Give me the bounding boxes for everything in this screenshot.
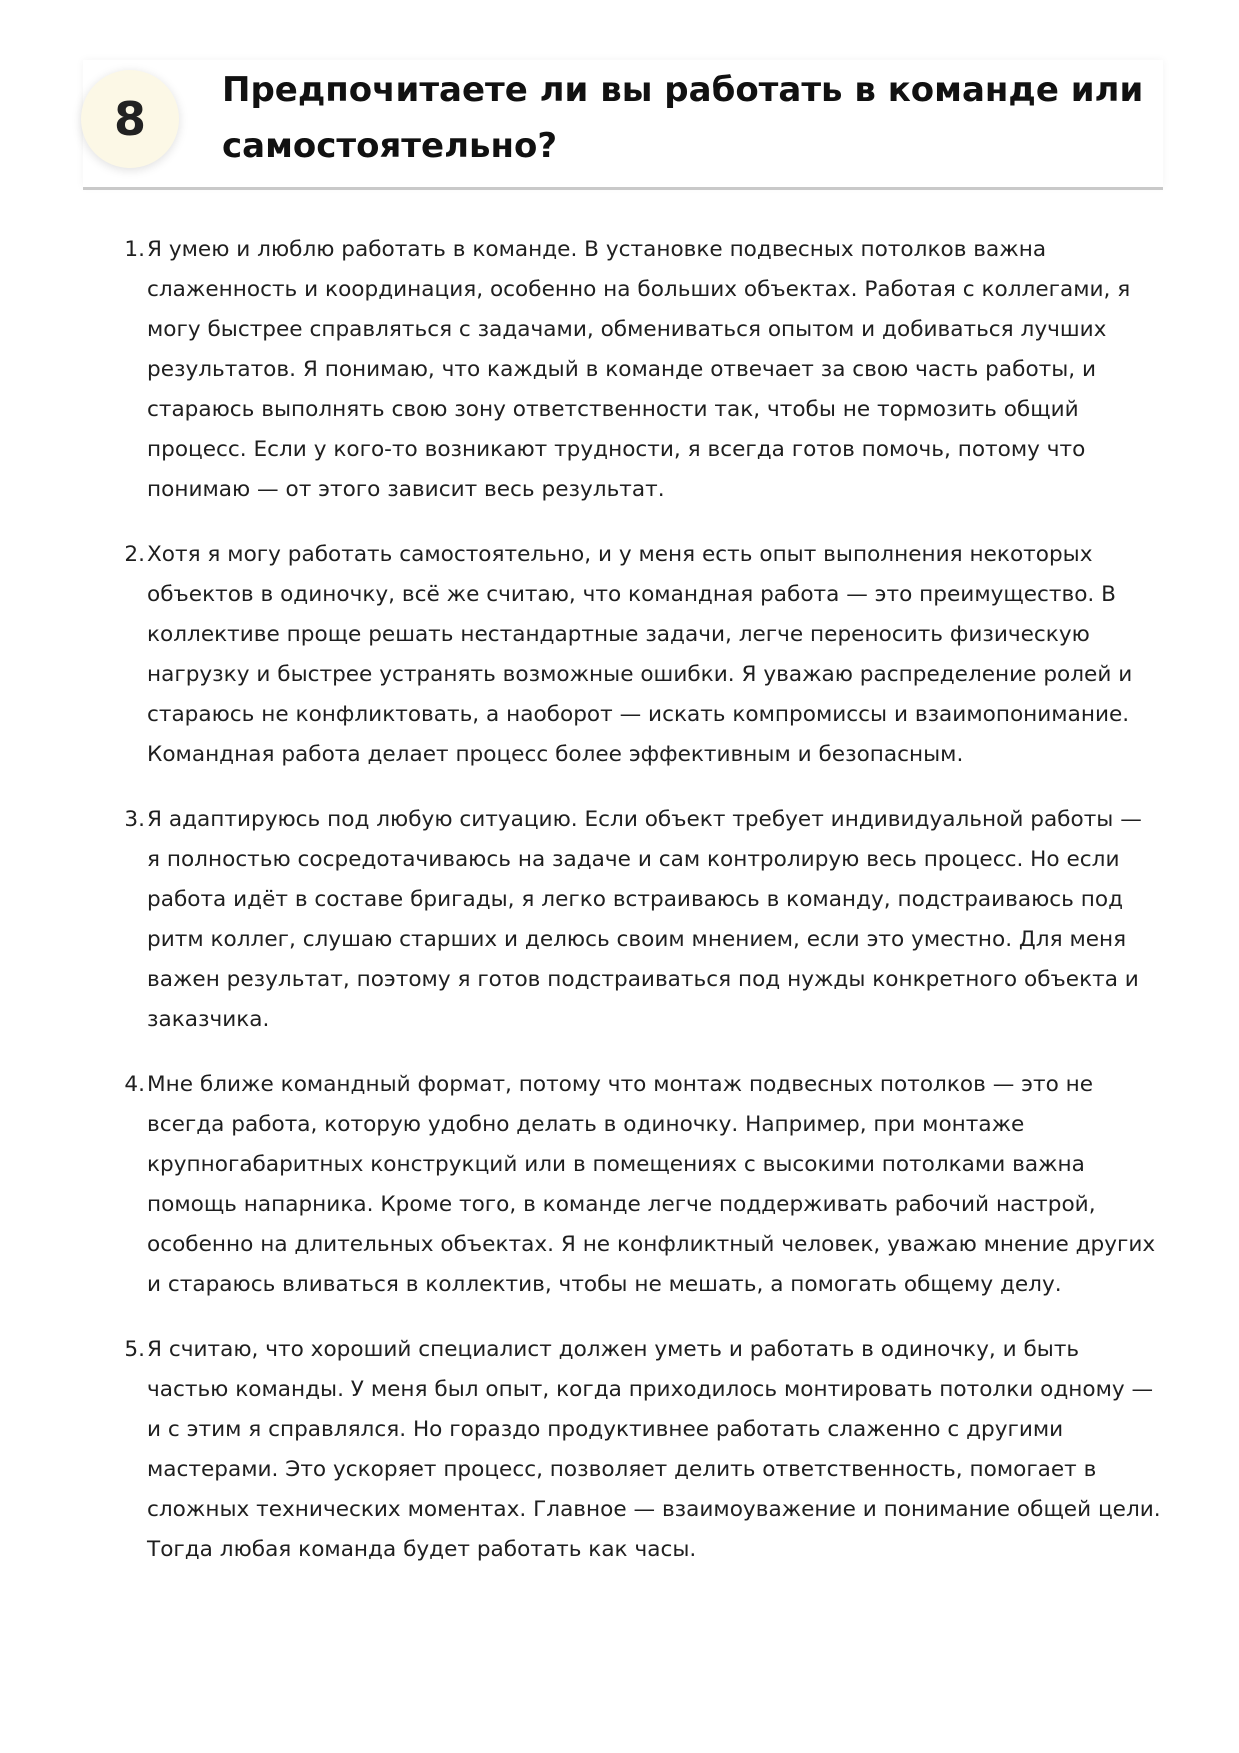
- answer-number: 1.: [124, 237, 145, 262]
- answer-text: Я считаю, что хороший специалист должен уметь и работать в одиночку, и быть частью команды. У меня был опыт, когда приходилось монтировать потолки одному — и с этим я справлялся. Но гораздо продуктивнее работать слаженно с другими мастерами. Это ускоряет процесс, позволяет делить ответственность, помогает в сложных технических моментах. Главное — взаимоуважение и понимание общей цели. Тогда любая команда будет работать как часы.: [147, 1337, 1161, 1562]
- answer-item: [115, 800, 1161, 1040]
- answer-text: Мне ближе командный формат, потому что монтаж подвесных потолков — это не всегда работа, которую удобно делать в одиночку. Например, при монтаже крупногабаритных конструкций или в помещениях с высокими потолками важна помощь напарника. Кроме того, в команде легче поддерживать рабочий настрой, особенно на длительных объектах. Я не конфликтный человек, уважаю мнение других и стараюсь вливаться в коллектив, чтобы не мешать, а помогать общему делу.: [147, 1072, 1156, 1297]
- answer-text: Я адаптируюсь под любую ситуацию. Если объект требует индивидуальной работы — я полностью сосредотачиваюсь на задаче и сам контролирую весь процесс. Но если работа идёт в составе бригады, я легко встраиваюсь в команду, подстраиваюсь под ритм коллег, слушаю старших и делюсь своим мнением, если это уместно. Для меня важен результат, поэтому я готов подстраиваться под нужды конкретного объекта и заказчика.: [147, 807, 1142, 1032]
- answer-list: [115, 230, 1161, 1595]
- answer-item: [115, 535, 1161, 775]
- answer-number: 2.: [124, 542, 145, 567]
- answer-item: [115, 1065, 1161, 1305]
- question-number-badge: 8: [81, 70, 179, 168]
- answer-number: 3.: [124, 807, 145, 832]
- answer-number: 4.: [124, 1072, 145, 1097]
- answer-item: [115, 230, 1161, 510]
- answer-text: Я умею и люблю работать в команде. В установке подвесных потолков важна слаженность и координация, особенно на больших объектах. Работая с коллегами, я могу быстрее справляться с задачами, обмениваться опытом и добиваться лучших результатов. Я понимаю, что каждый в команде отвечает за свою часть работы, и стараюсь выполнять свою зону ответственности так, чтобы не тормозить общий процесс. Если у кого-то возникают трудности, я всегда готов помочь, потому что понимаю — от этого зависит весь результат.: [147, 237, 1131, 502]
- answer-item: [115, 1330, 1161, 1570]
- answer-text: Хотя я могу работать самостоятельно, и у меня есть опыт выполнения некоторых объектов в одиночку, всё же считаю, что командная работа — это преимущество. В коллективе проще решать нестандартные задачи, легче переносить физическую нагрузку и быстрее устранять возможные ошибки. Я уважаю распределение ролей и стараюсь не конфликтовать, а наоборот — искать компромиссы и взаимопонимание. Командная работа делает процесс более эффективным и безопасным.: [147, 542, 1133, 767]
- answer-number: 5.: [124, 1337, 145, 1362]
- header-divider: [83, 187, 1163, 190]
- question-title: Предпочитаете ли вы работать в команде или самостоятельно?: [222, 70, 1144, 166]
